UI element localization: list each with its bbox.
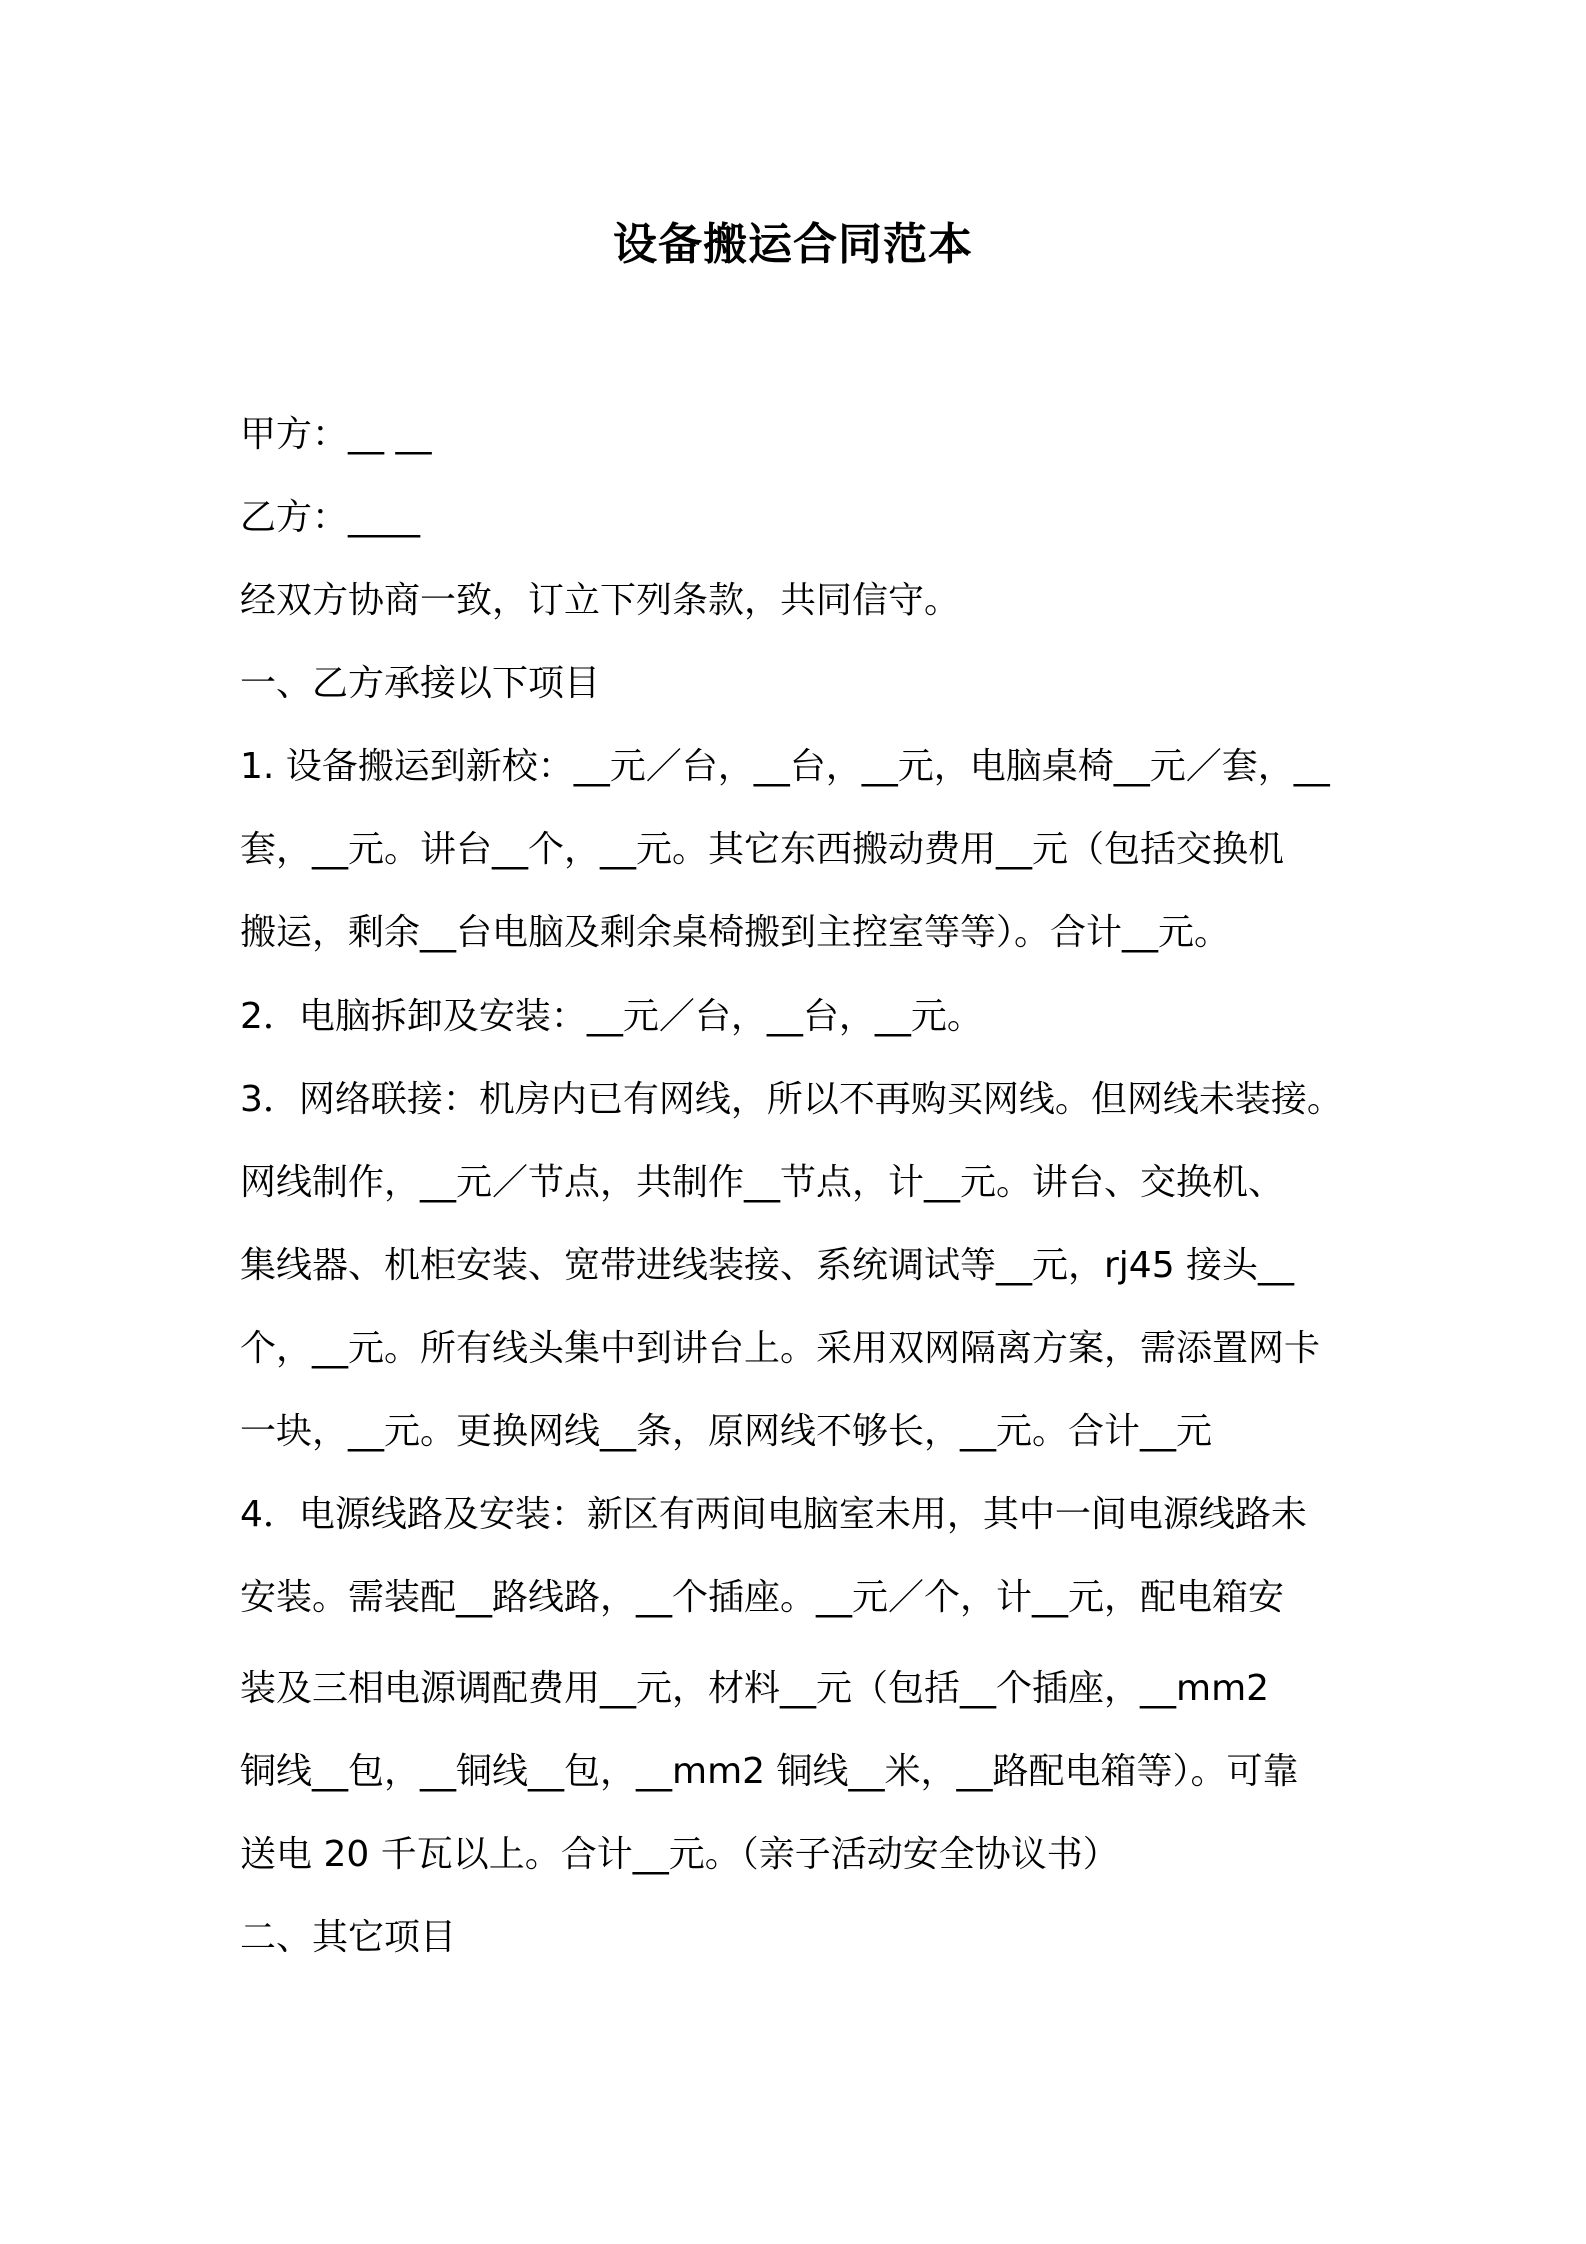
paragraph-line: 3．网络联接：机房内已有网线，所以不再购买网线。但网线未装接。 (240, 1079, 1343, 1120)
agreement-intro: 经双方协商一致，订立下列条款，共同信守。 (240, 580, 961, 621)
paragraph-line: 一块，__元。更换网线__条，原网线不够长，__元。合计__元 (240, 1411, 1213, 1452)
paragraph-line: 安装。需装配__路线路，__个插座。__元／个，计__元，配电箱安 (240, 1577, 1285, 1618)
paragraph-line: 送电 20 千瓦以上。合计__元。（亲子活动安全协议书） (240, 1834, 1119, 1875)
paragraph-line: 网线制作，__元／节点，共制作__节点，计__元。讲台、交换机、 (240, 1162, 1285, 1203)
party-b-line: 乙方：____ (240, 497, 421, 538)
section-heading-2: 二、其它项目 (240, 1917, 457, 1958)
paragraph-line: 集线器、机柜安装、宽带进线装接、系统调试等__元，rj45 接头__ (240, 1245, 1295, 1286)
paragraph-line: 2．电脑拆卸及安装：__元／台，__台，__元。 (240, 996, 983, 1037)
paragraph-line: 铜线__包，__铜线__包，__mm2 铜线__米，__路配电箱等）。可靠 (240, 1751, 1299, 1792)
paragraph-line: 套，__元。讲台__个，__元。其它东西搬动费用__元（包括交换机 (240, 829, 1285, 870)
paragraph-line: 搬运，剩余__台电脑及剩余桌椅搬到主控室等等）。合计__元。 (240, 912, 1231, 953)
paragraph-line: 装及三相电源调配费用__元，材料__元（包括__个插座，__mm2 (240, 1668, 1270, 1709)
paragraph-line: 个，__元。所有线头集中到讲台上。采用双网隔离方案，需添置网卡 (240, 1328, 1321, 1369)
paragraph-line: 4．电源线路及安装：新区有两间电脑室未用，其中一间电源线路未 (240, 1494, 1307, 1535)
document-title: 设备搬运合同范本 (613, 219, 973, 270)
section-heading-1: 一、乙方承接以下项目 (240, 663, 601, 704)
paragraph-line: 1. 设备搬运到新校：__元／台，__台，__元，电脑桌椅__元／套，__ (240, 746, 1330, 787)
party-a-line: 甲方：__ __ (240, 414, 432, 455)
